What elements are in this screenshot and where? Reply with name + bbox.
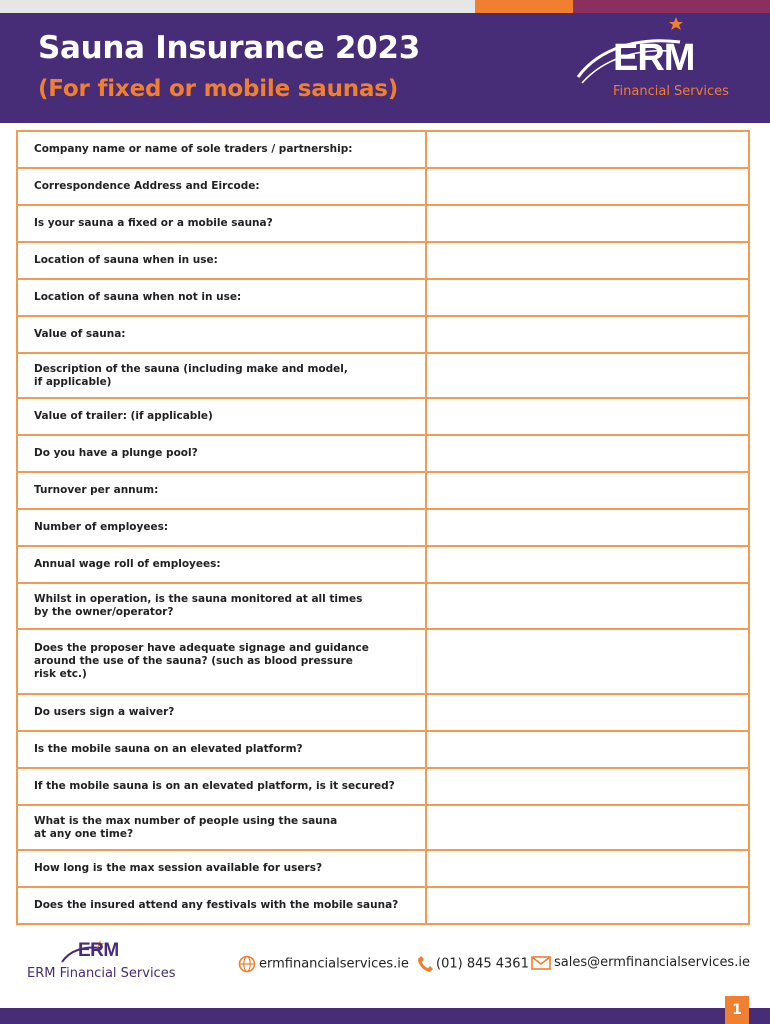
phone-text[interactable]: (01) 845 4361 — [436, 956, 529, 972]
form-row — [17, 131, 749, 168]
question-label: Do users sign a waiver? — [17, 694, 426, 731]
form-row — [17, 472, 749, 509]
answer-field[interactable] — [426, 768, 749, 805]
form-row — [17, 768, 749, 805]
page-subtitle: (For fixed or mobile saunas) — [38, 76, 399, 102]
answer-field[interactable] — [426, 805, 749, 850]
form-row — [17, 205, 749, 242]
form-row — [17, 887, 749, 924]
answer-field[interactable] — [426, 472, 749, 509]
answer-field[interactable] — [426, 131, 749, 168]
question-label: Description of the sauna (including make and model, if applicable) — [17, 353, 426, 398]
answer-field[interactable] — [426, 546, 749, 583]
answer-field[interactable] — [426, 731, 749, 768]
form-row — [17, 694, 749, 731]
page-number: 1 — [725, 996, 749, 1024]
answer-field[interactable] — [426, 353, 749, 398]
form-row — [17, 583, 749, 629]
globe-icon — [238, 955, 256, 973]
answer-field[interactable] — [426, 205, 749, 242]
form-row — [17, 316, 749, 353]
question-label: Is your sauna a fixed or a mobile sauna? — [17, 205, 426, 242]
question-label: What is the max number of people using the sauna at any one time? — [17, 805, 426, 850]
answer-field[interactable] — [426, 316, 749, 353]
top-accent-strip — [0, 0, 770, 13]
footer-company-name: ERM Financial Services — [27, 966, 176, 981]
question-label: Location of sauna when in use: — [17, 242, 426, 279]
answer-field[interactable] — [426, 509, 749, 546]
answer-field[interactable] — [426, 168, 749, 205]
question-label: Turnover per annum: — [17, 472, 426, 509]
email-text[interactable]: sales@ermfinancialservices.ie — [554, 955, 750, 970]
question-label: Does the proposer have adequate signage and guidance around the use of the sauna? (such as blood pressure risk etc.) — [17, 629, 426, 694]
question-label: If the mobile sauna is on an elevated platform, is it secured? — [17, 768, 426, 805]
bottom-bar — [0, 1008, 770, 1024]
form-row — [17, 242, 749, 279]
answer-field[interactable] — [426, 887, 749, 924]
answer-field[interactable] — [426, 398, 749, 435]
question-label: Value of trailer: (if applicable) — [17, 398, 426, 435]
question-label: Annual wage roll of employees: — [17, 546, 426, 583]
answer-field[interactable] — [426, 850, 749, 887]
website-text[interactable]: ermfinancialservices.ie — [259, 956, 409, 972]
application-form-table — [16, 130, 750, 925]
form-row — [17, 279, 749, 316]
form-row — [17, 805, 749, 850]
question-label: How long is the max session available for users? — [17, 850, 426, 887]
form-row — [17, 435, 749, 472]
form-row — [17, 731, 749, 768]
form-row — [17, 629, 749, 694]
question-label: Does the insured attend any festivals with the mobile sauna? — [17, 887, 426, 924]
answer-field[interactable] — [426, 583, 749, 629]
form-row — [17, 168, 749, 205]
question-label: Number of employees: — [17, 509, 426, 546]
question-label: Whilst in operation, is the sauna monitored at all times by the owner/operator? — [17, 583, 426, 629]
form-row — [17, 850, 749, 887]
footer-website[interactable] — [238, 955, 409, 973]
question-label: Do you have a plunge pool? — [17, 435, 426, 472]
answer-field[interactable] — [426, 629, 749, 694]
logo-wordmark: ERM — [613, 37, 695, 79]
form-row — [17, 398, 749, 435]
answer-field[interactable] — [426, 242, 749, 279]
footer-phone[interactable] — [417, 955, 529, 973]
answer-field[interactable] — [426, 694, 749, 731]
page-title: Sauna Insurance 2023 — [38, 30, 420, 66]
logo-tagline: Financial Services — [613, 84, 729, 99]
answer-field[interactable] — [426, 279, 749, 316]
question-label: Value of sauna: — [17, 316, 426, 353]
answer-field[interactable] — [426, 435, 749, 472]
envelope-icon — [531, 956, 551, 970]
form-row — [17, 546, 749, 583]
footer-logo-wordmark: ERM — [78, 940, 119, 961]
form-row — [17, 353, 749, 398]
footer-email[interactable] — [531, 955, 750, 970]
question-label: Company name or name of sole traders / partnership: — [17, 131, 426, 168]
question-label: Correspondence Address and Eircode: — [17, 168, 426, 205]
question-label: Location of sauna when not in use: — [17, 279, 426, 316]
phone-icon — [417, 955, 433, 973]
form-row — [17, 509, 749, 546]
question-label: Is the mobile sauna on an elevated platform? — [17, 731, 426, 768]
